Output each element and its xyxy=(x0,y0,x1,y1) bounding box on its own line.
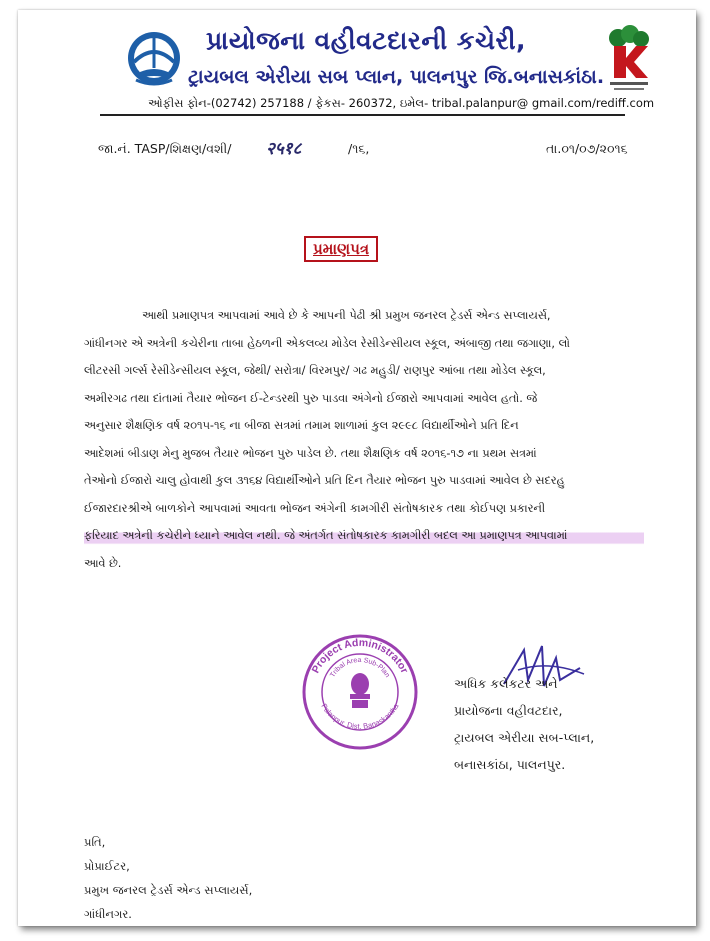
body-line-highlighted: ફરિયાદ અત્રેની કચેરીને ધ્યાને આવેલ નથી. જે અંતર્ગત સંતોષકારક કામગીરી બદલ આ પ્રમાણપત્ર આપવામાં xyxy=(84,522,644,550)
body-line: ઈજારદારશ્રીએ બાળકોને આપવામાં આવતા ભોજન અંગેની કામગીરી સંતોષકારક તથા કોઈપણ પ્રકારની xyxy=(84,501,546,515)
recipient-line: પ્રમુખ જનરલ ટ્રેડર્સ એન્ડ સપ્લાયર્સ, xyxy=(84,883,253,897)
stamp-text-inner: Tribal Area Sub-Plan xyxy=(329,656,391,679)
body-line: ગાંધીનગર એ અત્રેની કચેરીના તાબા હેઠળની એકલવ્ય મોડેલ રેસીડેન્સીયલ સ્કૂલ, અંબાજી તથા જગાણા, લો xyxy=(84,336,570,350)
tribal-emblem-logo xyxy=(126,28,182,88)
stamp-text-bottom: Palanpur. Dist. Banaskantha xyxy=(319,702,401,731)
reference-year: /૧૬, xyxy=(348,141,370,156)
body-line: અમીરગઢ તથા દાંતામાં તૈયાર ભોજન ઈ-ટેન્ડરથી પુરુ પાડવા અંગેનો ઈજારો આપવામાં આવેલ હતો. જે xyxy=(84,391,538,405)
signatory-designation xyxy=(454,670,594,778)
body-line: આવે છે. xyxy=(84,556,122,570)
reference-number: २५१८ xyxy=(266,139,302,159)
recipient-block xyxy=(84,830,252,926)
tree-k-logo xyxy=(600,24,658,94)
designation-line: પ્રાયોજના વહીવટદાર, xyxy=(454,703,563,718)
designation-line: ટ્રાયબલ એરીયા સબ-પ્લાન, xyxy=(454,730,595,745)
reference-prefix: જા.નં. TASP/શિક્ષણ/વશી/ xyxy=(98,141,232,156)
contact-line: ઓફીસ ફોન-(02742) 257188 / ફેકસ- 260372, ઇમેલ- tribal.palanpur@ gmail.com/rediff.com xyxy=(148,96,655,110)
recipient-line: પ્રોપ્રાઈટર, xyxy=(84,859,130,873)
certificate-body xyxy=(84,302,644,577)
body-line: લીટરસી ગર્લ્સ રેસીડેન્સીયલ સ્કૂલ, જેથી/ સરોત્રા/ વિરમપુર/ ગઢ મહુડી/ રાણપુર આંબા તથા મોડેલ સ્કૂલ, xyxy=(84,364,546,377)
letter-page xyxy=(18,10,696,926)
body-line: અનુસાર શૈક્ષણિક વર્ષ ૨૦૧૫-૧૬ ના બીજા સત્રમાં તમામ શાળામાં કુલ ૨૯૯૮ વિદ્યાર્થીઓને પ્રતિ દિન xyxy=(84,419,519,432)
office-title: પ્રાયોજના વહીવટદારની કચેરી, xyxy=(206,26,527,55)
official-stamp xyxy=(300,632,420,752)
svg-text:Project Administrator xyxy=(310,637,411,675)
recipient-line: પ્રતિ, xyxy=(84,835,106,849)
header-divider xyxy=(100,114,625,116)
body-line: આથી પ્રમાણપત્ર આપવામાં આવે છે કે આપની પેઢી શ્રી પ્રમુખ જનરલ ટ્રેડર્સ એન્ડ સપ્લાયર્સ, xyxy=(142,309,551,322)
ashoka-emblem-icon xyxy=(350,673,370,708)
stamp-text-top: Project Administrator xyxy=(309,636,411,676)
designation-line: બનાસકાંઠા, પાલનપુર. xyxy=(454,757,566,772)
recipient-line: ગાંધીનગર. xyxy=(84,907,132,921)
designation-line: અધિક કલેકટર અને xyxy=(454,676,558,691)
office-subtitle: ટ્રાયબલ એરીયા સબ પ્લાન, પાલનપુર જિ.બનાસકાંઠા. xyxy=(188,66,605,88)
letter-date: તા.૦૧/૦૭/૨૦૧૬ xyxy=(546,141,628,156)
certificate-title: પ્રમાણપત્ર xyxy=(304,236,378,262)
body-line: આદેશમાં બીડાણ મેનુ મુજબ તૈયાર ભોજન પુરુ પાડેલ છે. તથા શૈક્ષણિક વર્ષ ૨૦૧૬-૧૭ ના પ્રથમ સત્રમાં xyxy=(84,446,537,460)
body-line: તેઓનો ઈજારો ચાલુ હોવાથી કુલ ૩૧૬૪ વિદ્યાર્થીઓને પ્રતિ દિન તૈયાર ભોજન પુરુ પાડવામાં આવેલ છે સદરહુ xyxy=(84,474,565,487)
